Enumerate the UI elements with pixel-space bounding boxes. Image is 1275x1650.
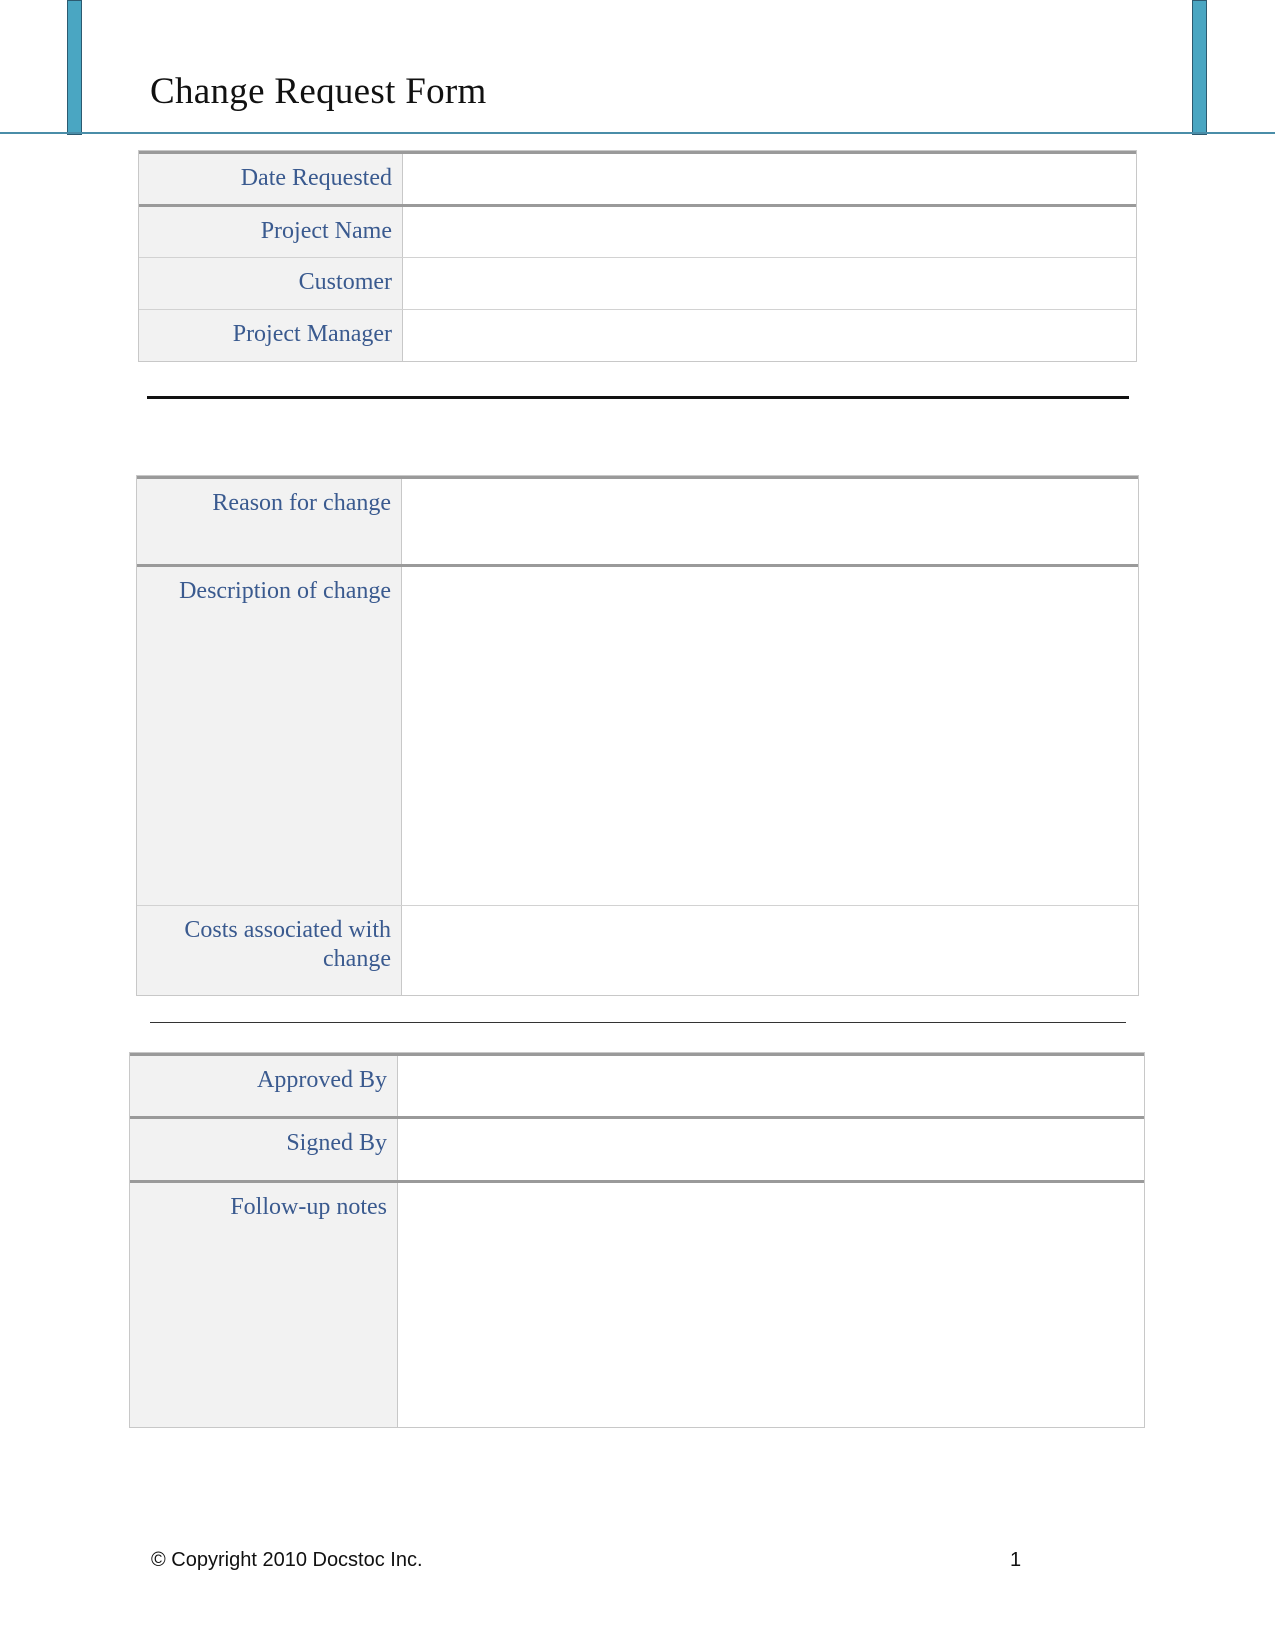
customer-label: Customer	[139, 258, 403, 309]
project-info-table	[138, 150, 1137, 362]
section-divider-thin	[150, 1022, 1126, 1023]
table-row	[139, 204, 1136, 257]
description-of-change-label: Description of change	[137, 567, 402, 905]
header-rule	[0, 132, 1275, 134]
table-row	[139, 151, 1136, 204]
table-row	[139, 257, 1136, 309]
section-divider	[147, 396, 1129, 399]
signed-by-field[interactable]	[398, 1119, 1144, 1180]
follow-up-notes-field[interactable]	[398, 1183, 1144, 1427]
table-row	[137, 564, 1138, 905]
project-manager-label: Project Manager	[139, 310, 403, 361]
right-accent-bar	[1192, 0, 1207, 135]
table-row	[137, 905, 1138, 995]
follow-up-notes-label: Follow-up notes	[130, 1183, 398, 1427]
table-row	[139, 309, 1136, 361]
table-row	[137, 476, 1138, 564]
reason-for-change-field[interactable]	[402, 479, 1138, 564]
costs-associated-field[interactable]	[402, 906, 1138, 995]
project-name-field[interactable]	[403, 207, 1136, 257]
date-requested-field[interactable]	[403, 154, 1136, 204]
table-row	[130, 1180, 1144, 1427]
project-name-label: Project Name	[139, 207, 403, 257]
footer-copyright: © Copyright 2010 Docstoc Inc.	[151, 1549, 423, 1571]
footer-page-number: 1	[1010, 1549, 1022, 1571]
change-details-table	[136, 475, 1139, 996]
table-row	[130, 1116, 1144, 1180]
project-manager-field[interactable]	[403, 310, 1136, 361]
description-of-change-field[interactable]	[402, 567, 1138, 905]
costs-associated-label: Costs associated with change	[137, 906, 402, 995]
table-row	[130, 1053, 1144, 1116]
date-requested-label: Date Requested	[139, 154, 403, 204]
signed-by-label: Signed By	[130, 1119, 398, 1180]
left-accent-bar	[67, 0, 82, 135]
customer-field[interactable]	[403, 258, 1136, 309]
approved-by-field[interactable]	[398, 1056, 1144, 1116]
approved-by-label: Approved By	[130, 1056, 398, 1116]
reason-for-change-label: Reason for change	[137, 479, 402, 564]
approval-table	[129, 1052, 1145, 1428]
page-title: Change Request Form	[150, 71, 487, 112]
